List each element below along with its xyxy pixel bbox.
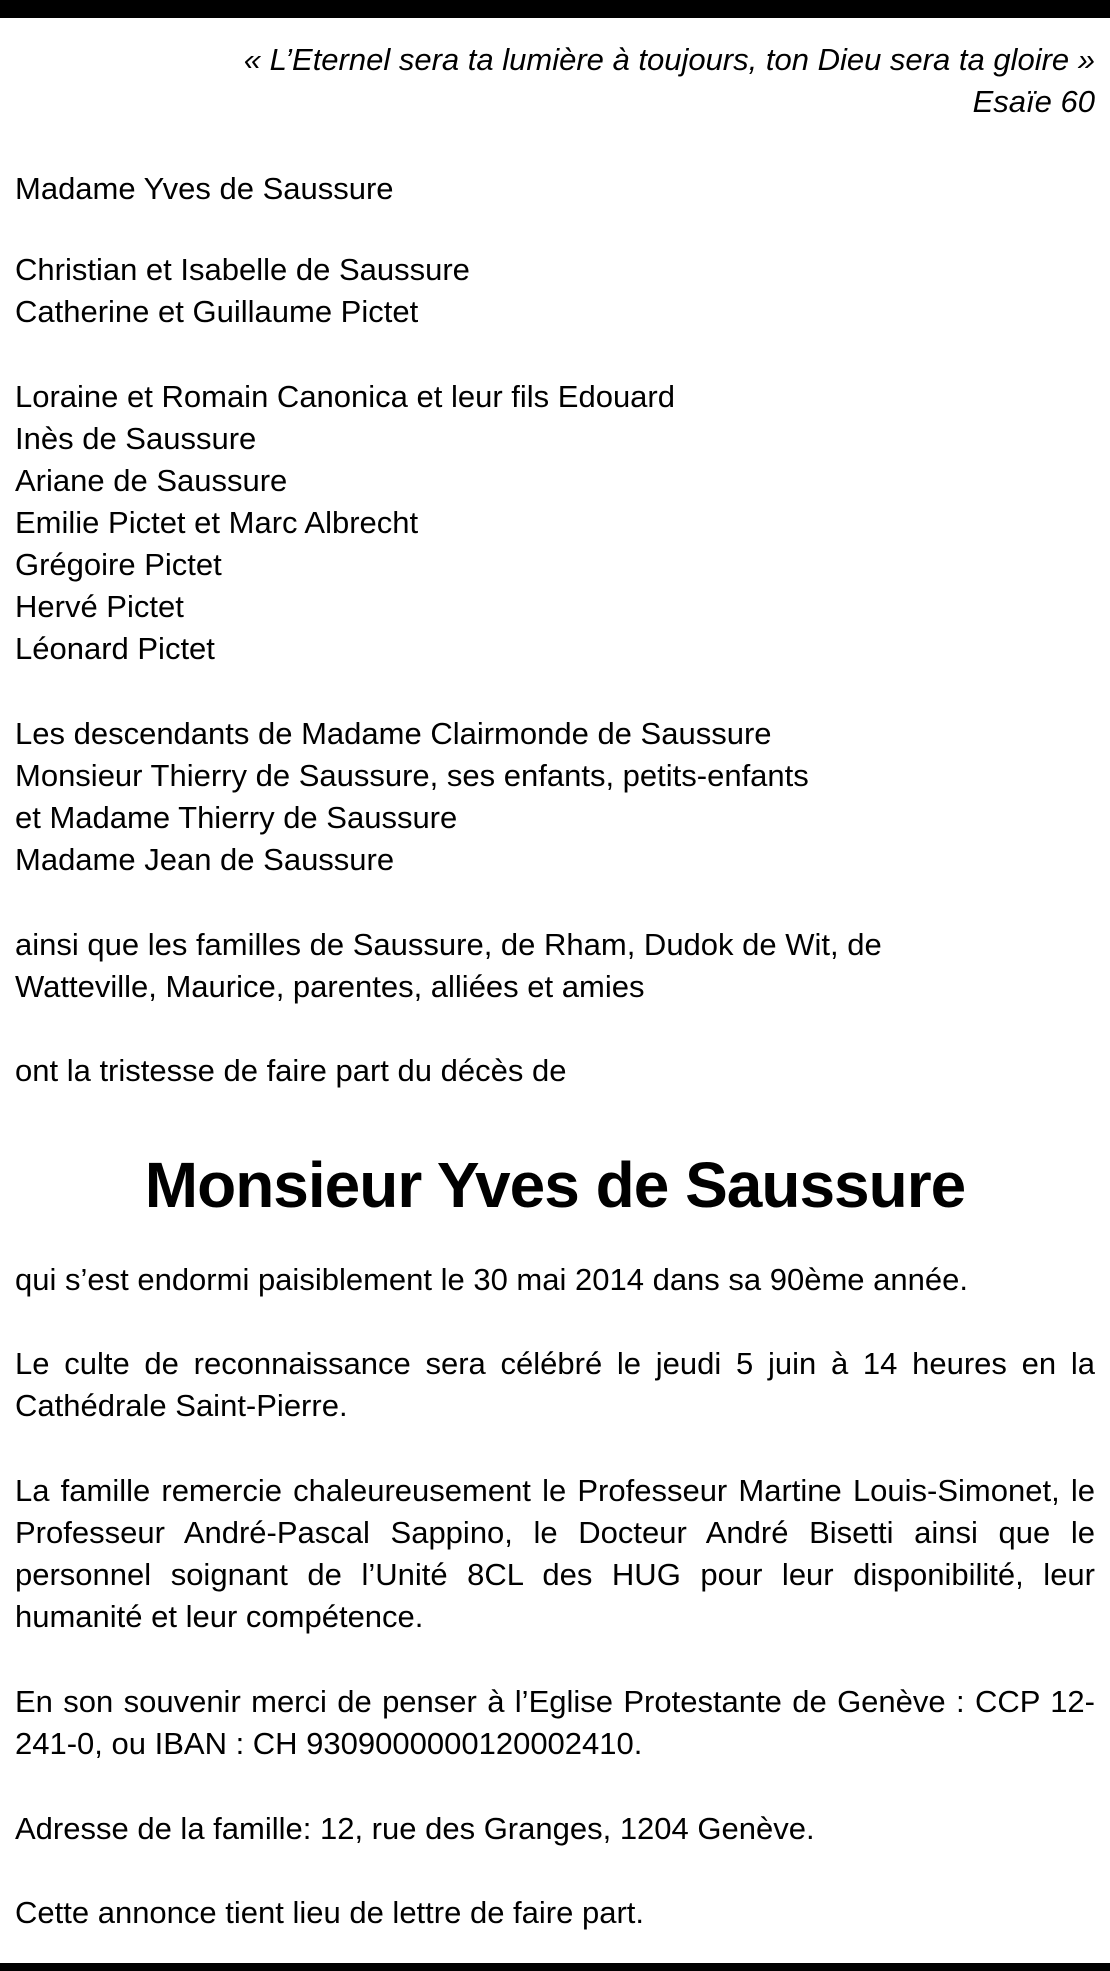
- family-line: Grégoire Pictet: [15, 547, 222, 582]
- family-line: Loraine et Romain Canonica et leur fils Edouard: [15, 379, 675, 414]
- family-line: Madame Jean de Saussure: [15, 842, 395, 877]
- family-line: Christian et Isabelle de Saussure: [15, 252, 470, 287]
- family-line: Monsieur Thierry de Saussure, ses enfants, petits-enfants: [15, 758, 809, 793]
- family-line: et Madame Thierry de Saussure: [15, 800, 458, 835]
- donation-paragraph: [15, 1681, 1095, 1765]
- paragraph: La famille remercie chaleureusement le Professeur Martine Louis-Simonet, le Professeur André-Pascal Sappino, le Docteur André Bisetti ainsi que le personnel soignant de l’Unité 8CL des HUG pour leur disponibilité, leur humanité et leur compétence.: [15, 1473, 1095, 1634]
- service-paragraph: [15, 1343, 1095, 1427]
- closing-paragraph: [15, 1892, 1095, 1934]
- top-rule: [0, 0, 1110, 18]
- family-line: ainsi que les familles de Saussure, de Rham, Dudok de Wit, de: [15, 927, 882, 962]
- widow-block: [15, 168, 1095, 210]
- family-line: Inès de Saussure: [15, 421, 257, 456]
- family-line: Madame Yves de Saussure: [15, 171, 394, 206]
- family-line: Emilie Pictet et Marc Albrecht: [15, 505, 419, 540]
- children-block: [15, 249, 1095, 333]
- family-line: Les descendants de Madame Clairmonde de Saussure: [15, 716, 772, 751]
- family-line: Ariane de Saussure: [15, 463, 288, 498]
- grandchildren-block: [15, 376, 1095, 670]
- paragraph: qui s’est endormi paisiblement le 30 mai 2014 dans sa 90ème année.: [15, 1262, 968, 1297]
- epigraph-quote: « L’Eternel sera ta lumière à toujours, ton Dieu sera ta gloire »: [243, 42, 1095, 77]
- paragraph: En son souvenir merci de penser à l’Eglise Protestante de Genève : CCP 12-241-0, ou IBAN : CH 9309000000120002410.: [15, 1684, 1095, 1761]
- bottom-rule: [0, 1963, 1110, 1971]
- relatives-block: [15, 713, 1095, 881]
- intro-line: ont la tristesse de faire part du décès de: [15, 1053, 567, 1088]
- family-line: Catherine et Guillaume Pictet: [15, 294, 419, 329]
- thanks-paragraph: [15, 1470, 1095, 1638]
- family-line: Léonard Pictet: [15, 631, 215, 666]
- epigraph: [15, 39, 1095, 123]
- family-line: Watteville, Maurice, parentes, alliées et amies: [15, 969, 645, 1004]
- deceased-name: Monsieur Yves de Saussure: [144, 1149, 966, 1221]
- epigraph-source: Esaïe 60: [972, 84, 1095, 119]
- passing-paragraph: [15, 1259, 1095, 1301]
- paragraph: Le culte de reconnaissance sera célébré le jeudi 5 juin à 14 heures en la Cathédrale Saint-Pierre.: [15, 1346, 1095, 1423]
- family-line: Hervé Pictet: [15, 589, 184, 624]
- announcement-intro: [15, 1050, 1095, 1092]
- paragraph: Adresse de la famille: 12, rue des Granges, 1204 Genève.: [15, 1811, 815, 1846]
- families-block: [15, 924, 1095, 1008]
- paragraph: Cette annonce tient lieu de lettre de faire part.: [15, 1895, 645, 1930]
- address-paragraph: [15, 1808, 1095, 1850]
